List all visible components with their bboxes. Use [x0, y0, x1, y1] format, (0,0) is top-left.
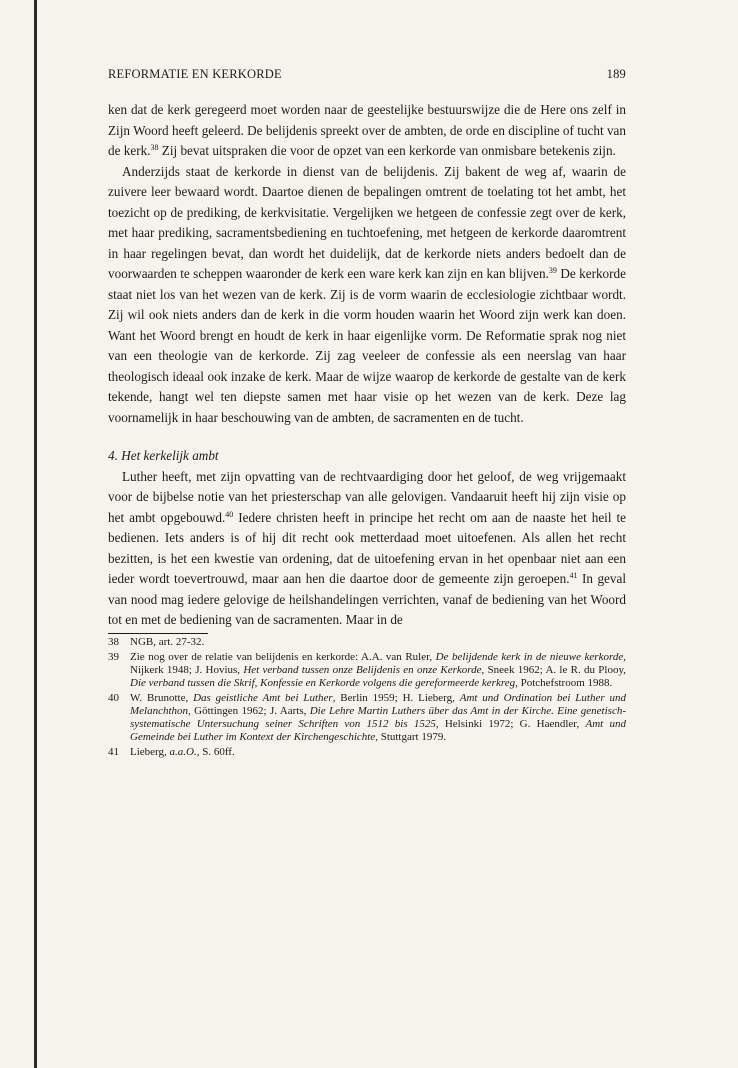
paragraph-1: ken dat de kerk geregeerd moet worden naar de geestelijke bestuurswijze die de Here ons zelf in Zijn Woord heeft geleerd. De belijdenis spreekt over de ambten, de orde en discipline of tucht van de kerk.$^{38}$ Zij bevat uitspraken die voor de opzet van een kerkorde van onmisbare betekenis zijn.: [108, 102, 626, 158]
footnote-40: 40 W. Brunotte, Das geistliche Amt bei Luther, Berlin 1959; H. Lieberg, Amt und Ordination bei Luther und Melanchthon, Göttingen 1962; J. Aarts, Die Lehre Martin Luthers über das Amt in der Kirche. Eine genetisch-systematische Untersuchung seiner Schriften von 1512 bis 1525, Helsinki 1972; G. Haendler, Amt und Gemeinde bei Luther im Kontext der Kirchengeschichte, Stuttgart 1979.: [108, 691, 626, 743]
footnote-ref-39: 39: [548, 266, 557, 275]
footnote-separator: [108, 633, 208, 634]
footnote-ref-40: 40: [225, 509, 234, 519]
footnote-ref-38: 38: [150, 143, 159, 152]
scan-left-edge-shadow: [34, 0, 37, 1068]
paragraph-2: Anderzijds staat de kerkorde in dienst van de belijdenis. Zij bakent de weg af, waarin de zuivere leer bewaard wordt. Daartoe dienen de bepalingen omtrent de toelating tot het ambt, het toezicht op de prediking, de kerkvisitatie. Vergelijken we hetgeen de confessie zegt over de kerk, met haar prediking, sacramentsbediening en tuchtoefening, met hetgeen de kerkorde daaromtrent in haar regelingen bevat, dan wordt het duidelijk, dat de kerkorde niets anders bedoelt dan de voorwaarden te scheppen waaronder de kerk een ware kerk kan zijn en kan blijven.$^{39}$ De kerkorde staat niet los van het wezen van de kerk. Zij is de vorm waarin de ecclesiologie zichtbaar wordt. Zij wil ook niets anders dan de kerk in die vorm houden waarin het Woord zijn werk kan doen. Want het Woord brengt en houdt de kerk in haar eigenlijke vorm. De Reformatie sprak nog niet van een theologie van de kerkorde. Zij zag veeleer de confessie als een neerslag van haar theologisch ideaal ook inzake de kerk. Maar de wijze waarop de kerkorde de gestalte van de kerk tekende, hangt wel ten diepste samen met haar visie op het wezen van de kerk. Deze lag voornamelijk in haar beschouwing van de ambten, de sacramenten en de tucht.: [108, 163, 626, 425]
page-number: 189: [606, 67, 626, 81]
section-heading: [108, 446, 626, 467]
footnote-41: 41 Lieberg, a.a.O., S. 60ff.: [108, 745, 235, 758]
running-header: [108, 64, 626, 84]
footnotes: [108, 636, 626, 759]
section-title: Het kerkelijk ambt: [121, 448, 219, 463]
footnote-ref-41: 41: [569, 571, 578, 580]
footnote-39: 39 Zie nog over de relatie van belijdenis en kerkorde: A.A. van Ruler, De belijdende kerk in de nieuwe kerkorde, Nijkerk 1948; J. Hovius, Het verband tussen onze Belijdenis en onze Kerkorde, Sneek 1962; A. le R. du Plooy, Die verband tussen die Skrif, Konfessie en Kerkorde volgens die gereformeerde kerkreg, Potchefstroom 1988.: [108, 650, 626, 689]
running-title: REFORMATIE EN KERKORDE: [108, 67, 282, 81]
footnote-38: 38 NGB, art. 27-32.: [108, 635, 205, 648]
book-page: [108, 64, 626, 761]
paragraph-3: Luther heeft, met zijn opvatting van de rechtvaardiging door het geloof, de weg vrijgemaakt voor de bijbelse notie van het priesterschap van alle gelovigen. Vandaaruit heeft hij zijn visie op het ambt opgebouwd.$^{40}$ Iedere christen heeft in principe het recht om aan de naaste het heil te bedienen. Iets anders is of hij dit recht ook metterdaad moet uitoefenen. Als allen het recht bezitten, is het een kwestie van ordening, dat de uitoefening ervan in het openbaar niet aan een ieder wordt toevertrouwd, maar aan hen die daartoe door de gemeente zijn geroepen.$^{41}$ In geval van nood mag iedere gelovige de heilshandelingen verrichten, vanaf de bediening van het Woord tot en met de bediening van de sacramenten. Maar in de: [108, 468, 626, 627]
section-number: 4.: [108, 448, 118, 463]
main-text: [108, 100, 626, 631]
